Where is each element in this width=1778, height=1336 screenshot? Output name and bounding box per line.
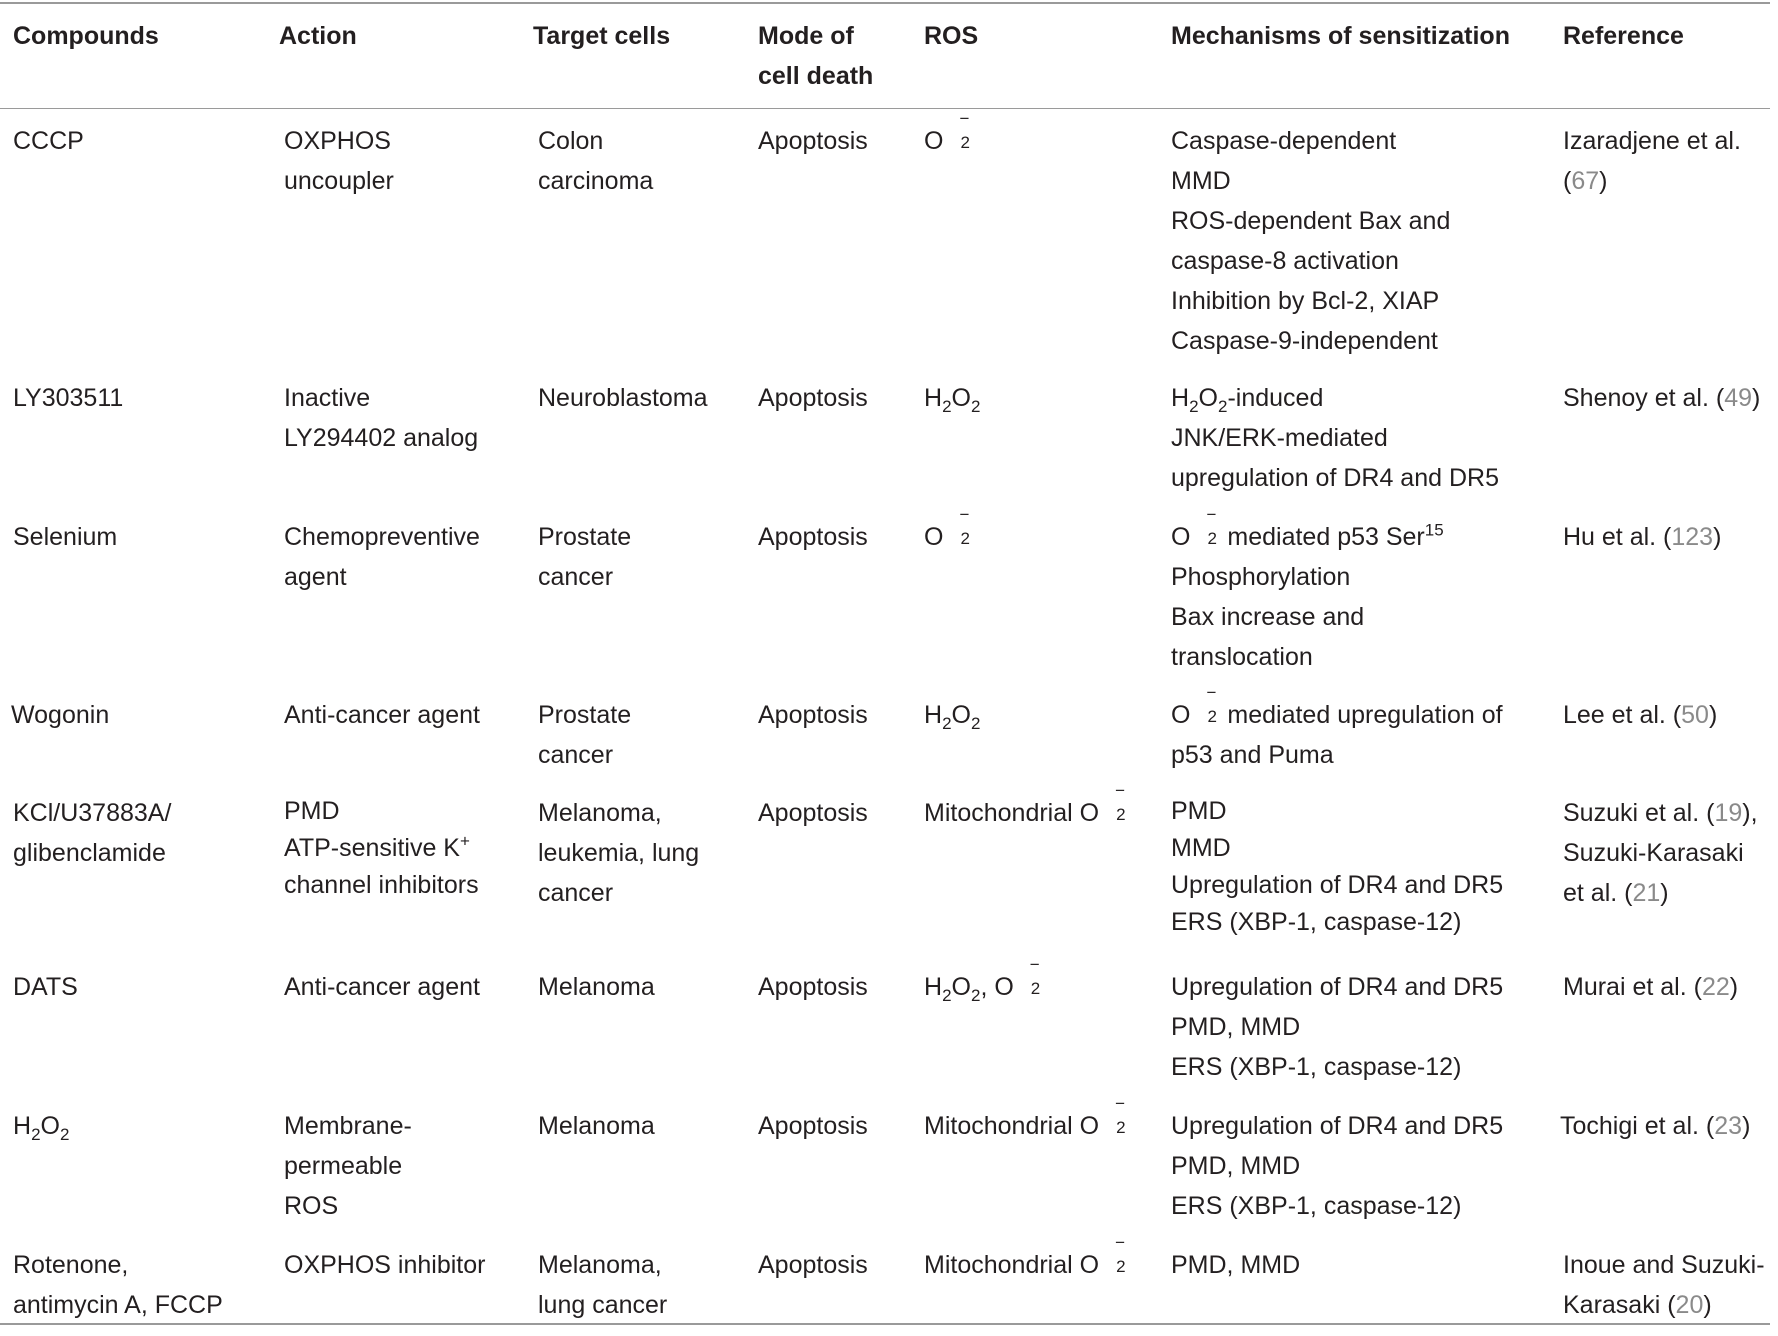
reference-link[interactable]: 21 (1632, 879, 1661, 907)
cell-target: Melanoma, lung cancer (538, 1251, 668, 1319)
cell-mode: Apoptosis (758, 127, 868, 155)
cell-reference: Lee et al. (50) (1563, 701, 1718, 729)
cell-action: Anti-cancer agent (284, 973, 480, 1001)
cell-ros: $H_2O_2$ (924, 384, 981, 416)
reference-link[interactable]: 50 (1681, 701, 1709, 729)
cell-mechanisms: O − 2 mediated p53 Ser$^{15}$ Phosphorylation Bax increase and translocation (1171, 505, 1444, 671)
cell-mechanisms: $H_2O_2$-induced JNK/ERK-mediated upregulation of DR4 and DR5 (1171, 384, 1499, 492)
cell-mode: Apoptosis (758, 523, 868, 551)
cell-mechanisms: Caspase-dependent MMD ROS-dependent Bax and caspase-8 activation Inhibition by Bcl-2, XIAP Caspase-9-independent (1171, 127, 1451, 355)
cell-action: Inactive LY294402 analog (284, 384, 479, 452)
cell-ros: Mitochondrial O − 2 (924, 1233, 1126, 1279)
cell-mode: Apoptosis (758, 1112, 868, 1140)
cell-mode: Apoptosis (758, 701, 868, 729)
cell-mode: Apoptosis (758, 973, 868, 1001)
cell-reference: Inoue and Suzuki- Karasaki (20) (1563, 1251, 1765, 1319)
reference-link[interactable]: 123 (1671, 523, 1714, 551)
header-mechanisms: Mechanisms of sensitization (1171, 22, 1510, 50)
header-mode-of-cell-death: Mode of cell death (758, 22, 874, 90)
cell-action: OXPHOS uncoupler (284, 127, 394, 195)
reference-link[interactable]: 20 (1675, 1291, 1704, 1319)
header-compounds: Compounds (13, 22, 159, 50)
cell-action: Chemopreventive agent (284, 523, 480, 591)
cell-ros: Mitochondrial O − 2 (924, 1094, 1126, 1140)
cell-mode: Apoptosis (758, 384, 868, 412)
reference-link[interactable]: 23 (1714, 1112, 1743, 1140)
cell-reference: Izaradjene et al. (67) (1563, 127, 1741, 195)
cell-mechanisms: PMD, MMD (1171, 1251, 1301, 1279)
cell-compound: Wogonin (11, 701, 110, 729)
cell-ros: $H_2O_2$, O − 2 (924, 955, 1041, 1005)
cell-action: PMD ATP-sensitive K+ channel inhibitors (284, 797, 479, 899)
cell-mechanisms: Upregulation of DR4 and DR5 PMD, MMD ERS (XBP-1, caspase-12) (1171, 1112, 1504, 1220)
cell-action: Membrane- permeable ROS (284, 1112, 412, 1220)
header-ros: ROS (924, 22, 979, 50)
cell-ros: O − 2 (924, 505, 970, 551)
cell-compound: DATS (13, 973, 78, 1001)
cell-target: Melanoma (538, 1112, 655, 1140)
reference-link[interactable]: 67 (1571, 167, 1600, 195)
header-action: Action (279, 22, 357, 50)
header-target-cells: Target cells (533, 22, 671, 50)
cell-compound: Selenium (13, 523, 118, 551)
cell-target: Neuroblastoma (538, 384, 708, 412)
cell-compound: CCCP (13, 127, 84, 155)
reference-link[interactable]: 22 (1701, 973, 1730, 1001)
reference-link[interactable]: 49 (1724, 384, 1753, 412)
cell-compound: $H_2O_2$ (13, 1112, 70, 1144)
cell-compound: Rotenone, antimycin A, FCCP (13, 1251, 223, 1319)
cell-target: Prostate cancer (538, 523, 632, 591)
cell-reference: Tochigi et al. (23) (1560, 1112, 1751, 1140)
cell-mode: Apoptosis (758, 1251, 868, 1279)
bottom-rule (0, 1323, 1770, 1325)
header-rule (0, 108, 1770, 109)
cell-mechanisms: Upregulation of DR4 and DR5 PMD, MMD ERS (XBP-1, caspase-12) (1171, 973, 1504, 1081)
cell-compound: KCl/U37883A/ glibenclamide (13, 799, 172, 867)
cell-action: OXPHOS inhibitor (284, 1251, 486, 1279)
cell-compound: LY303511 (13, 384, 124, 412)
cell-reference: Shenoy et al. (49) (1563, 384, 1761, 412)
reference-link[interactable]: 19 (1714, 799, 1743, 827)
cell-ros: Mitochondrial O − 2 (924, 781, 1126, 827)
cell-action: Anti-cancer agent (284, 701, 480, 729)
cell-target: Melanoma, leukemia, lung cancer (538, 799, 700, 907)
cell-mechanisms: PMD MMD Upregulation of DR4 and DR5 ERS (XBP-1, caspase-12) (1171, 797, 1504, 936)
cell-target: Prostate cancer (538, 701, 632, 769)
cell-mode: Apoptosis (758, 799, 868, 827)
cell-target: Melanoma (538, 973, 655, 1001)
cell-ros: $H_2O_2$ (924, 701, 981, 733)
cell-reference: Hu et al. (123) (1563, 523, 1722, 551)
cell-mechanisms: O − 2 mediated upregulation of p53 and Puma (1171, 683, 1503, 769)
cell-reference: Murai et al. (22) (1563, 973, 1739, 1001)
cell-target: Colon carcinoma (538, 127, 654, 195)
cell-ros: O − 2 (924, 109, 970, 155)
header-reference: Reference (1563, 22, 1684, 50)
top-rule (0, 2, 1770, 4)
cell-reference: Suzuki et al. (19), Suzuki-Karasaki et al. (21) (1563, 799, 1758, 907)
